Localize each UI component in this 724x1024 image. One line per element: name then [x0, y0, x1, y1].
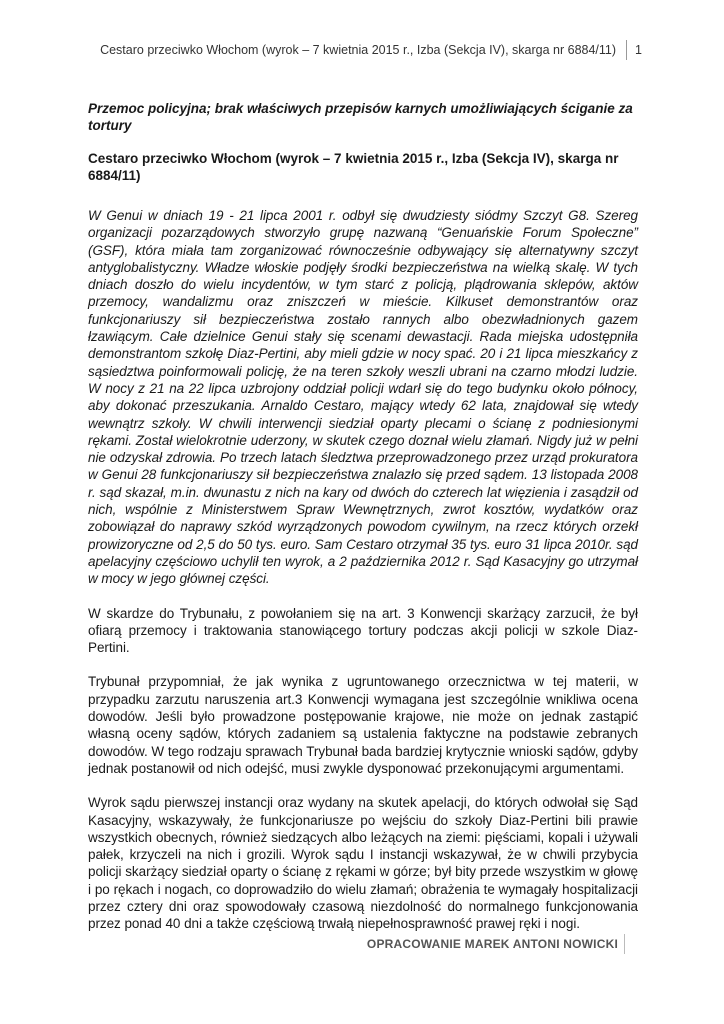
page-header [100, 40, 642, 60]
facts-paragraph: W Genui w dniach 19 - 21 lipca 2001 r. odbył się dwudziesty siódmy Szczyt G8. Szereg organizacji pozarządowych stworzyło grupę nazwaną “Genuańskie Forum Społeczne” (GSF), która miała tam zorganizować równocześnie odbywający się alternatywny szczyt antyglobalistyczny. Władze włoskie podjęły środki bezpieczeństwa na wielką skalę. W tych dniach doszło do wielu incydentów, w tym starć z policją, plądrowania sklepów, aktów przemocy, wandalizmu oraz zniszczeń w mieście. Kilkuset demonstrantów oraz funkcjonariuszy sił bezpieczeństwa zostało rannych albo obezwładnionych gazem łzawiącym. Całe dzielnice Genui stały się scenami dewastacji. Rada miejska udostępniła demonstrantom szkołę Diaz-Pertini, aby mieli gdzie w nocy spać. 20 i 21 lipca mieszkańcy z sąsiedztwa poinformowali policję, że na teren szkoły weszli ubrani na czarno młodzi ludzie. W nocy z 21 na 22 lipca uzbrojony oddział policji wdarł się do tego budynku około północy, aby dokonać przeszukania. Arnaldo Cestaro, mający wtedy 62 lata, znajdował się wtedy wewnątrz szkoły. W chwili interwencji siedział oparty plecami o ścianę z podniesionymi rękami. Został wielokrotnie uderzony, w skutek czego doznał wielu złamań. Nigdy już w pełni nie odzyskał zdrowia. Po trzech latach śledztwa przeprowadzonego przez urząd prokuratora w Genui 28 funkcjonariuszy sił bezpieczeństwa znalazło się przed sądem. 13 listopada 2008 r. sąd skazał, m.in. dwunastu z nich na kary od dwóch do czterech lat więzienia i zasądził od nich, wspólnie z Ministerstwem Spraw Wewnętrznych, zwrot kosztów, wydatków oraz zobowiązał do naprawy szkód wyrządzonych powodom cywilnym, na rzecz których orzekł prowizoryczne od 2,5 do 50 tys. euro. Sam Cestaro otrzymał 35 tys. euro 31 lipca 2010r. sąd apelacyjny częściowo uchylił ten wyrok, a 2 października 2012 r. Sąd Kasacyjny go utrzymał w mocy w jego głównej części. [88, 208, 638, 587]
document-title: Przemoc policyjna; brak właściwych przepisów karnych umożliwiających ściganie za tortury [88, 101, 633, 133]
judgment-findings-paragraph: Wyrok sądu pierwszej instancji oraz wydany na skutek apelacji, do których odwołał się Sąd Kasacyjny, wskazywały, że funkcjonariusze po wejściu do szkoły Diaz-Pertini bili prawie wszystkich obecnych, również siedzących albo leżących na ziemi: pięściami, kopali i używali pałek, krzyczeli na nich i grozili. Wyrok sądu I instancji wskazywał, że w chwili przybycia policji skarżący siedział oparty o ścianę z rękami w górze; był bity przede wszystkim w głowę i po rękach i nogach, co doprowadziło do wielu złamań; obrażenia te wymagały hospitalizacji przez cztery dni oraz spowodowały czasową niezdolność do normalnego funkcjonowania przez ponad 40 dni a także częściową trwałą niepełnosprawność prawej ręki i nogi. [88, 795, 638, 932]
header-divider [626, 40, 627, 60]
document-body [88, 100, 638, 950]
author-credit: OPRACOWANIE MAREK ANTONI NOWICKI [366, 937, 618, 951]
page-number: 1 [635, 43, 642, 57]
running-title: Cestaro przeciwko Włochom (wyrok – 7 kwietnia 2015 r., Izba (Sekcja IV), skarga nr 6884/11) [100, 43, 617, 57]
court-principles-paragraph: Trybunał przypomniał, że jak wynika z ugruntowanego orzecznictwa w tej materii, w przypadku zarzutu naruszenia art.3 Konwencji wymagana jest szczególnie wnikliwa ocena dowodów. Jeśli było prowadzone postępowanie krajowe, nie może on jednak zastąpić własną oceny sądów, których zadaniem są ustalenia faktyczne na podstawie zebranych dowodów. W tego rodzaju sprawach Trybunał bada bardziej krytycznie wnioski sądów, gdyby jednak postanowił od nich odejść, musi zwykle dysponować przekonującymi argumentami. [88, 674, 638, 776]
footer-divider [624, 934, 625, 954]
complaint-paragraph: W skardze do Trybunału, z powołaniem się na art. 3 Konwencji skarżący zarzucił, że był ofiarą przemocy i traktowania stanowiącego tortury podczas akcji policji w szkole Diaz-Pertini. [88, 605, 638, 656]
page-footer [367, 934, 625, 954]
case-heading: Cestaro przeciwko Włochom (wyrok – 7 kwietnia 2015 r., Izba (Sekcja IV), skarga nr 6884/11) [88, 151, 619, 183]
